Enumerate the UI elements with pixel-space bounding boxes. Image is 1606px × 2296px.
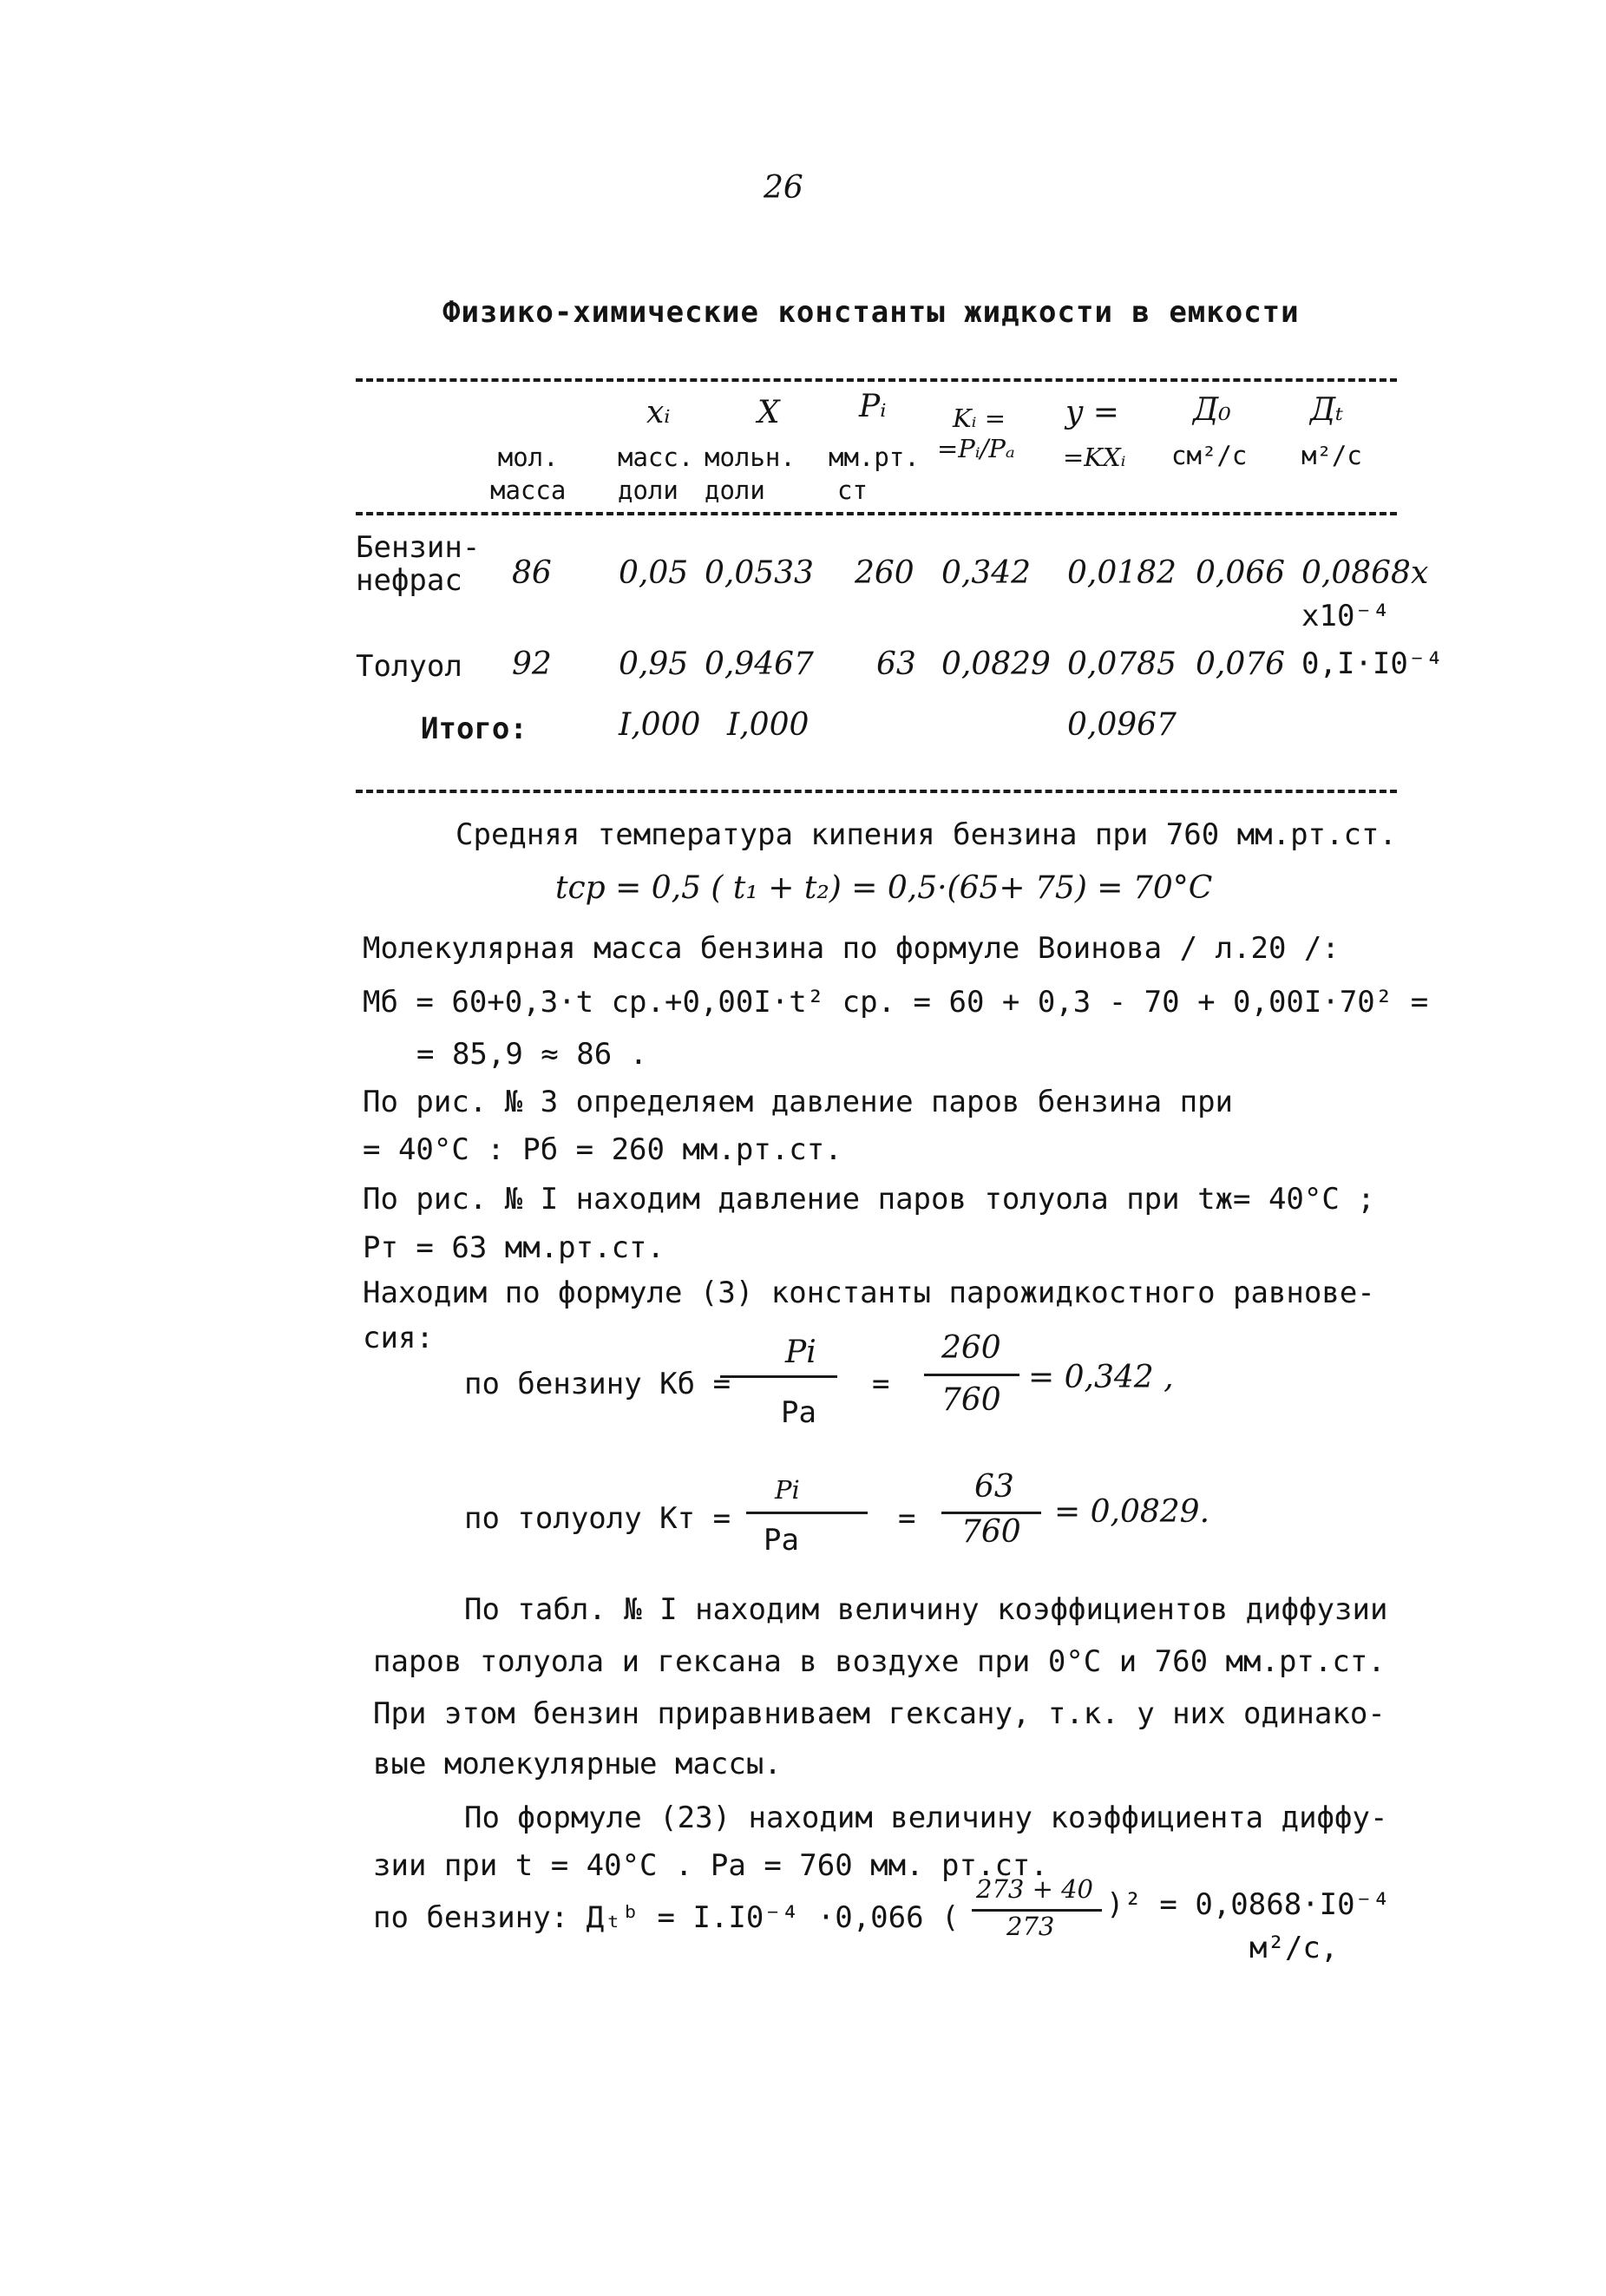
row-toluol-xmass: 0,95 xyxy=(619,646,689,682)
k-toluol-num: Pi xyxy=(775,1475,800,1505)
formula-diffusion-num: 273 + 40 xyxy=(976,1874,1093,1904)
k-benzin-num2: 260 xyxy=(941,1330,1001,1366)
table-title: Физико-химические константы жидкости в емкости xyxy=(442,295,1300,330)
total-xmass: I,000 xyxy=(619,707,701,743)
para1-line1: По табл. № I находим величину коэффициентов диффузии xyxy=(464,1592,1388,1627)
row-toluol-k: 0,0829 xyxy=(941,646,1051,682)
k-benzin-num: Pi xyxy=(785,1335,816,1370)
line-fig1: По рис. № I находим давление паров толуола при tж= 40°C ; xyxy=(363,1182,1375,1217)
row-benzin-xmass: 0,05 xyxy=(619,555,689,591)
k-toluol-frac-line xyxy=(746,1512,868,1514)
row-benzin-k: 0,342 xyxy=(941,555,1032,591)
row-toluol-name: Толуол xyxy=(356,649,462,684)
table-header-rule xyxy=(356,512,1397,515)
header-Dt: Дₜ xyxy=(1310,392,1344,428)
header-D0: Д₀ xyxy=(1193,392,1231,428)
line-pt: Pт = 63 мм.рт.ст. xyxy=(363,1230,665,1265)
line-avg-boiling: Средняя температура кипения бензина при 760 мм.рт.ст. xyxy=(456,817,1397,852)
line-formula3: Находим по формуле (3) константы парожидкостного равнове- xyxy=(363,1276,1375,1310)
k-benzin-result: = 0,342 , xyxy=(1028,1360,1174,1395)
header-dt-unit: м²/с xyxy=(1301,441,1362,470)
k-benzin-frac-line2 xyxy=(924,1374,1019,1376)
row-benzin-mass: 86 xyxy=(512,555,552,591)
k-benzin-eq: = xyxy=(872,1367,890,1401)
header-y-def: =KXᵢ xyxy=(1063,443,1126,472)
page-number: 26 xyxy=(764,170,803,206)
k-toluol-eq: = xyxy=(898,1501,916,1536)
formula-voinov-result: = 85,9 ≈ 86 . xyxy=(416,1037,648,1072)
row-benzin-dt-exp: x10⁻⁴ xyxy=(1301,599,1391,633)
header-k-def: =Pᵢ/Pₐ xyxy=(937,434,1015,463)
formula-diffusion-right: )² = 0,0868·I0⁻⁴ xyxy=(1106,1887,1391,1922)
row-benzin-d0: 0,066 xyxy=(1196,555,1286,591)
row-benzin-p: 260 xyxy=(855,555,914,591)
line-mol-mass: Молекулярная масса бензина по формуле Воинова / л.20 /: xyxy=(363,931,1340,966)
row-toluol-y: 0,0785 xyxy=(1067,646,1177,682)
total-label: Итого: xyxy=(421,712,528,746)
formula-voinov: Мб = 60+0,3·t ср.+0,00I·t² ср. = 60 + 0,3 - 70 + 0,00I·70² = xyxy=(363,985,1429,1020)
row-benzin-y: 0,0182 xyxy=(1067,555,1177,591)
para1-line2: паров толуола и гексана в воздухе при 0°C и 760 мм.рт.ст. xyxy=(373,1644,1386,1679)
k-toluol-den: Pа xyxy=(764,1523,799,1558)
k-benzin-den2: 760 xyxy=(941,1382,1001,1418)
total-y: 0,0967 xyxy=(1067,707,1177,743)
header-mass-frac: масс. доли xyxy=(618,443,694,505)
header-d0-unit: см²/с xyxy=(1171,441,1248,470)
row-toluol-d0: 0,076 xyxy=(1196,646,1286,682)
k-benzin-den: Pа xyxy=(781,1395,816,1430)
formula-diffusion-left: по бензину: Дₜᵇ = I.I0⁻⁴ ·0,066 ( xyxy=(373,1900,960,1935)
table-top-rule xyxy=(356,378,1397,382)
line-formula3-cont: сия: xyxy=(363,1321,434,1355)
k-toluol-result: = 0,0829. xyxy=(1054,1494,1210,1530)
header-mol-frac: мольн. доли xyxy=(705,443,796,505)
row-toluol-mass: 92 xyxy=(512,646,552,682)
header-X: X xyxy=(757,395,780,430)
row-benzin-xmol: 0,0533 xyxy=(705,555,814,591)
row-benzin-dt: 0,0868x xyxy=(1301,555,1429,591)
k-toluol-label: по толуолу Kт = xyxy=(464,1501,731,1536)
line-pb: = 40°C : Pб = 260 мм.рт.ст. xyxy=(363,1132,842,1167)
para1-line4: вые молекулярные массы. xyxy=(373,1747,782,1781)
total-xmol: I,000 xyxy=(727,707,810,743)
para2-line2: зии при t = 40°C . Pа = 760 мм. рт.ст. xyxy=(373,1848,1048,1883)
header-K: Kᵢ = xyxy=(953,403,1006,433)
line-fig3: По рис. № 3 определяем давление паров бензина при xyxy=(363,1085,1234,1119)
formula-diffusion-den: 273 xyxy=(1006,1912,1055,1941)
k-toluol-den2: 760 xyxy=(961,1514,1021,1550)
header-mol-mass: мол. масса xyxy=(490,443,567,505)
header-xi: xᵢ xyxy=(646,395,671,430)
para1-line3: При этом бензин приравниваем гексану, т.к. у них одинако- xyxy=(373,1696,1386,1731)
header-P: Pᵢ xyxy=(859,389,887,424)
header-y: y = xyxy=(1065,395,1119,430)
table-bottom-rule xyxy=(356,790,1397,793)
k-benzin-frac-line xyxy=(720,1375,837,1378)
row-toluol-xmol: 0,9467 xyxy=(705,646,814,682)
row-benzin-name: Бензин- нефрас xyxy=(356,530,481,598)
para2-line1: По формуле (23) находим величину коэффициента диффу- xyxy=(464,1801,1388,1835)
formula-t-avg: tср = 0,5 ( t₁ + t₂) = 0,5·(65+ 75) = 70°C xyxy=(555,870,1213,906)
row-toluol-p: 63 xyxy=(876,646,916,682)
k-toluol-num2: 63 xyxy=(974,1469,1014,1505)
row-toluol-dt: 0,I·I0⁻⁴ xyxy=(1301,646,1444,681)
k-benzin-label: по бензину Kб = xyxy=(464,1367,731,1401)
formula-diffusion-unit: м²/с, xyxy=(1249,1931,1339,1965)
header-pressure: мм.рт. ст xyxy=(829,443,920,505)
